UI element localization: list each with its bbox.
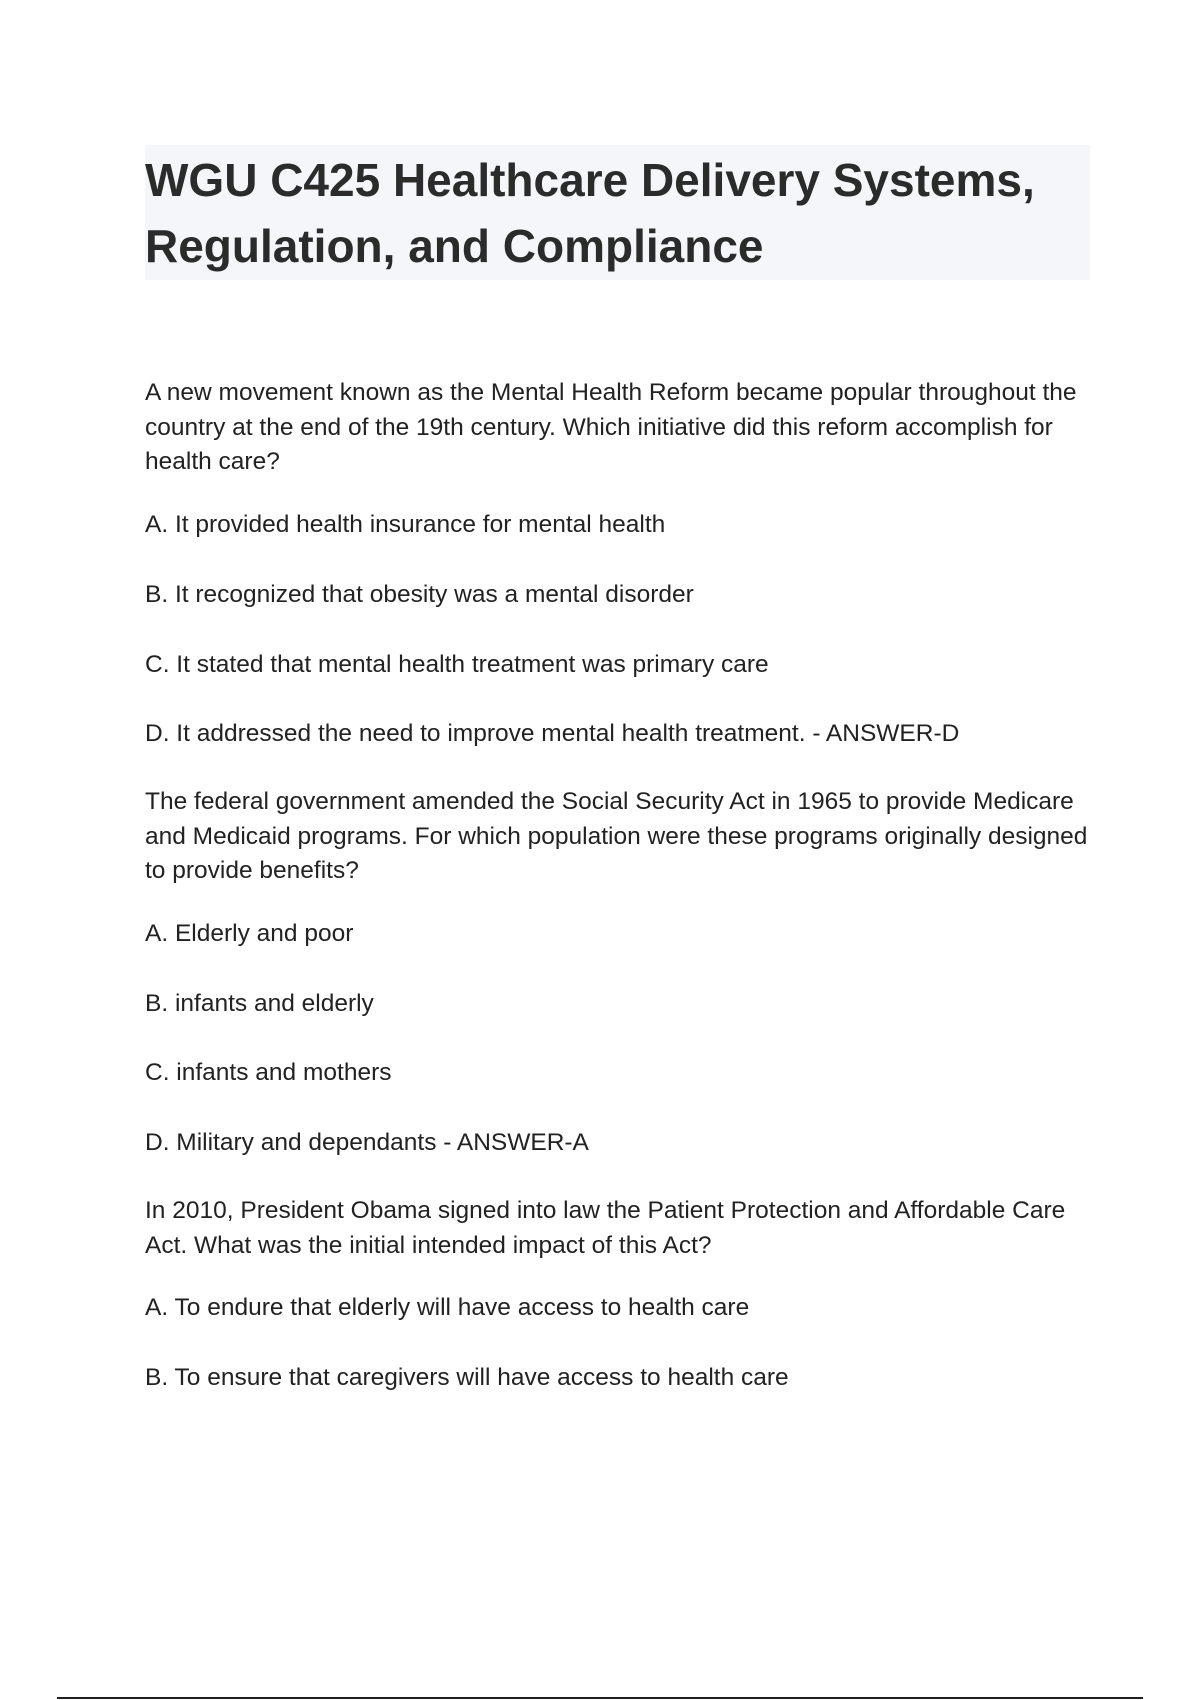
question-text: A new movement known as the Mental Health Reform became popular throughout the country at the end of the 19th century. Which initiative did this reform accomplish for health care? (145, 379, 1077, 476)
question-text: In 2010, President Obama signed into law the Patient Protection and Affordable Care Act. What was the initial intended impact of this Act? (145, 1196, 1066, 1259)
answer-option: D. Military and dependants - ANSWER-A (145, 1129, 589, 1157)
document-title (145, 145, 1090, 280)
document-body (145, 376, 1090, 1431)
answer-option: C. infants and mothers (145, 1059, 392, 1087)
question-text: The federal government amended the Social Security Act in 1965 to provide Medicare and Medicaid programs. For which population were these programs originally designed to provide benefits? (145, 787, 1088, 885)
answer-option: B. To ensure that caregivers will have access to health care (145, 1363, 789, 1391)
answer-option: B. infants and elderly (145, 989, 374, 1017)
title-line: Regulation, and Compliance (145, 220, 764, 272)
page-divider (57, 1697, 1143, 1699)
answer-option: D. It addressed the need to improve mental health treatment. - ANSWER-D (145, 720, 960, 748)
answer-option: A. Elderly and poor (145, 920, 354, 948)
answer-option: A. To endure that elderly will have access to health care (145, 1294, 750, 1322)
answer-option: C. It stated that mental health treatment was primary care (145, 650, 769, 678)
answer-option: B. It recognized that obesity was a mental disorder (145, 580, 694, 608)
title-line: WGU C425 Healthcare Delivery Systems, (145, 154, 1035, 206)
answer-option: A. It provided health insurance for mental health (145, 511, 666, 539)
